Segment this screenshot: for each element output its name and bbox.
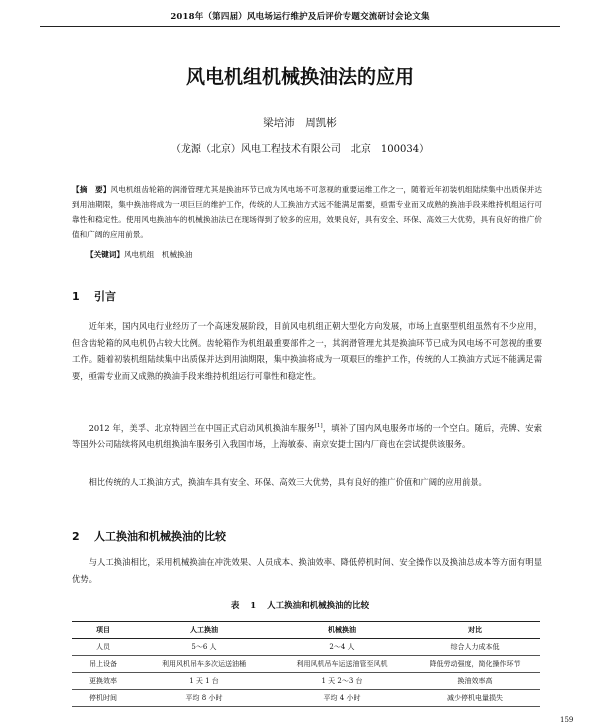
table-row xyxy=(72,690,540,707)
table-cell: 换油效率高 xyxy=(410,673,540,690)
abstract-label: 【摘 要】 xyxy=(72,185,111,194)
keywords-text: 风电机组 机械换油 xyxy=(123,250,193,259)
affiliation: （龙源（北京）风电工程技术有限公司 北京 100034） xyxy=(170,144,430,155)
comparison-table xyxy=(72,621,540,707)
paper-title: 风电机组机械换油法的应用 xyxy=(185,66,414,88)
abstract-text: 风电机组齿轮箱的润滑管理尤其是换油环节已成为风电场不可忽视的重要运维工作之一，随着近年初装机组陆续集中出质保并达到用油期限，集中换油将成为一项巨巨的维护工作，传统的人工换油方式远不能满足需要，亟需专业而又成熟的换油手段来维持机组运行可靠性和稳定性。使用风电换油车的机械换油法已在现场得到了较多的应用，效果良好，具有安全、环保、高效三大优势，具有良好的推广价值和广阔的应用前景。 xyxy=(72,185,543,239)
keywords-label: 【关键词】 xyxy=(86,250,124,259)
comparison-paragraph: 与人工换油相比，采用机械换油在冲洗效果、人员成本、换油效率、降低停机时间、安全操作以及换油总成本等方面有明显优势。 xyxy=(72,557,542,584)
table-caption-number: 表 1 xyxy=(230,601,257,611)
table-row xyxy=(72,673,540,690)
table-header-row xyxy=(72,622,540,639)
section-title: 引言 xyxy=(94,290,116,303)
table-cell: 吊上设备 xyxy=(72,656,134,673)
table-caption xyxy=(40,599,560,611)
table-cell: 5～6 人 xyxy=(134,639,274,656)
table-header-cell: 机械换油 xyxy=(274,622,410,639)
running-header: 2018年（第四届）风电场运行维护及后评价专题交流研讨会论文集 xyxy=(170,12,430,22)
table-header-cell: 人工换油 xyxy=(134,622,274,639)
table-cell: 1 天 1 台 xyxy=(134,673,274,690)
intro-paragraph-3: 相比传统的人工换油方式，换油车具有安全、环保、高效三大优势，具有良好的推广价值和广阔的应用前景。 xyxy=(88,477,487,487)
page-number: 159 xyxy=(560,716,574,724)
table-cell: 降低劳动强度，简化操作环节 xyxy=(410,656,540,673)
table-header-cell: 对比 xyxy=(410,622,540,639)
intro-paragraph-2 xyxy=(72,418,542,453)
table-cell: 利用风机吊车运送油管至风机 xyxy=(274,656,410,673)
table-cell: 综合人力成本低 xyxy=(410,639,540,656)
table-cell: 更换效率 xyxy=(72,673,134,690)
table-cell: 1 天 2～3 台 xyxy=(274,673,410,690)
table-row xyxy=(72,656,540,673)
section-title: 人工换油和机械换油的比较 xyxy=(94,530,226,543)
table-cell: 利用风机吊车多次运送油桶 xyxy=(134,656,274,673)
section-heading-intro xyxy=(72,288,116,304)
intro-paragraph-2-rest: ，填补了国内风电服务市场的一个空白。随后，壳牌、安索等国外公司陆续将风电机组换油车服务引入我国市场，上海敏泰、南京安捷士国内厂商也在尝试提供该服务。 xyxy=(72,422,542,450)
intro-paragraph-2-text: 2012 年，美孚、北京特固兰在中国正式启动风机换油车服务 xyxy=(88,422,315,433)
section-number: 2 xyxy=(72,530,80,543)
keywords xyxy=(86,247,542,262)
table-cell: 平均 4 小时 xyxy=(274,690,410,707)
table-row xyxy=(72,639,540,656)
table-cell: 停机时间 xyxy=(72,690,134,707)
header-rule xyxy=(40,26,560,27)
table-caption-text: 人工换油和机械换油的比较 xyxy=(267,601,370,611)
abstract xyxy=(72,182,542,242)
table-cell: 平均 8 小时 xyxy=(134,690,274,707)
intro-paragraph-1: 近年来，国内风电行业经历了一个高速发展阶段，目前风电机组正朝大型化方向发展，市场上直驱型机组虽然有不少应用，但含齿轮箱的风电机仍占较大比例。齿轮箱作为机组最重要部件之一，其润滑管理尤其是换油环节已成为风电场不可忽视的重要工作。随着初装机组陆续集中出质保并达到用油期限，集中换油将成为一项艰巨的维护工作，传统的人工换油方式远不能满足需要，亟需专业而又成熟的换油手段来维持机组运行可靠性和稳定性。 xyxy=(72,321,542,381)
section-heading-comparison xyxy=(72,528,226,544)
table-cell: 2～4 人 xyxy=(274,639,410,656)
table-cell: 人员 xyxy=(72,639,134,656)
table-header-cell: 项目 xyxy=(72,622,134,639)
table-cell: 减少停机电量损失 xyxy=(410,690,540,707)
section-number: 1 xyxy=(72,290,80,303)
citation-ref: [1] xyxy=(314,423,323,429)
authors: 梁培沛 周凯彬 xyxy=(263,117,337,129)
